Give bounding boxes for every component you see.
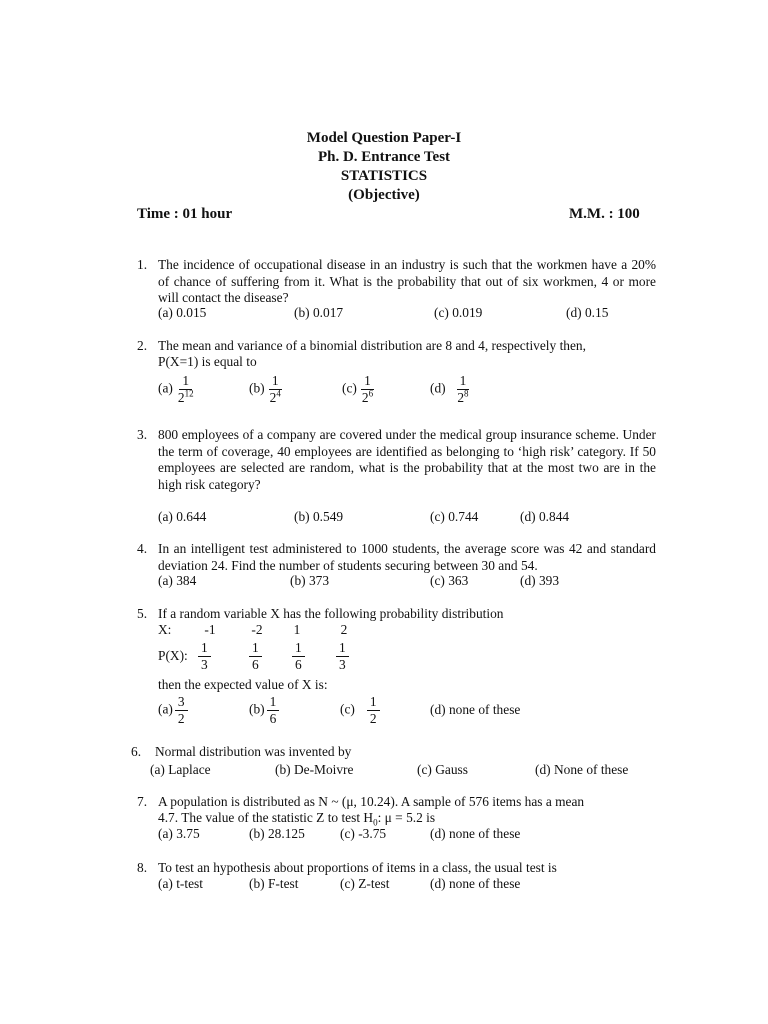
- q4-option-d: (d) 393: [520, 573, 560, 588]
- question-5-line-2: then the expected value of X is:: [158, 677, 328, 692]
- question-4-text: In an intelligent test administered to 1000 students, the average score was 42 and standard deviation 24. Find the number of students securing between 30 and 54.: [158, 541, 656, 573]
- denominator: [359, 390, 376, 406]
- base: 2: [269, 390, 277, 405]
- numerator: 1: [457, 373, 470, 390]
- q8-option-a: (a) t-test: [158, 876, 203, 891]
- q2-option-a: [158, 373, 197, 406]
- q4-option-c: (c) 363: [430, 573, 469, 588]
- q5-option-b: [249, 694, 279, 727]
- question-7-line-2: [158, 810, 435, 827]
- denominator: 2: [177, 711, 185, 726]
- q8-option-b: (b) F-test: [249, 876, 299, 891]
- px-row-label: P(X):: [158, 648, 188, 663]
- fraction: [359, 373, 376, 406]
- option-label: (c): [342, 380, 357, 396]
- question-2-line-1: The mean and variance of a binomial distribution are 8 and 4, respectively then,: [158, 338, 586, 353]
- q3-option-d: (d) 0.844: [520, 509, 570, 524]
- denominator: [267, 390, 284, 406]
- q4-option-b: (b) 373: [290, 573, 330, 588]
- denominator: [175, 390, 197, 406]
- question-number: 1.: [137, 257, 148, 272]
- numerator: 1: [249, 640, 262, 657]
- base: 2: [177, 390, 185, 405]
- q3-option-b: (b) 0.549: [294, 509, 344, 524]
- numerator: 1: [361, 373, 374, 390]
- q6-option-d: (d) None of these: [535, 762, 629, 777]
- q6-option-c: (c) Gauss: [417, 762, 468, 777]
- question-6-text: Normal distribution was invented by: [155, 744, 352, 759]
- q5-option-c: [340, 694, 380, 727]
- question-number: 8.: [137, 860, 148, 875]
- paper-subtitle: Ph. D. Entrance Test: [317, 149, 451, 165]
- option-label: (b): [249, 380, 265, 396]
- fraction: [454, 373, 471, 406]
- denominator: 2: [369, 711, 377, 726]
- time-allowed: Time : 01 hour: [137, 206, 233, 222]
- numerator: 1: [269, 373, 282, 390]
- fraction: [175, 373, 197, 406]
- question-3-text: 800 employees of a company are covered under the medical group insurance scheme. Under the term of coverage, 40 employees are identified as belonging to ‘high risk’ category. If 50 employees are selected are random, what is the probability that at the most two are in the high risk category?: [158, 427, 656, 492]
- question-number: 4.: [137, 541, 148, 556]
- exponent: 6: [368, 388, 374, 399]
- x-value: -2: [251, 622, 263, 637]
- maximum-marks: M.M. : 100: [569, 206, 640, 222]
- question-5-line-1: If a random variable X has the following probability distribution: [158, 606, 504, 621]
- fraction: [292, 640, 305, 673]
- numerator: 1: [367, 694, 380, 711]
- question-number: 7.: [137, 794, 148, 809]
- denominator: 6: [269, 711, 277, 726]
- q7-option-b: (b) 28.125: [249, 826, 305, 841]
- option-label: (c): [340, 701, 355, 717]
- q1-option-d: (d) 0.15: [566, 305, 609, 320]
- line-text: 4.7. The value of the statistic Z to test H: [158, 810, 374, 825]
- q2-option-c: [342, 373, 376, 406]
- exponent: 8: [464, 388, 469, 399]
- numerator: 1: [267, 694, 280, 711]
- denominator: 6: [252, 657, 259, 672]
- px-value: [249, 640, 262, 673]
- numerator: 3: [175, 694, 188, 711]
- fraction: [267, 694, 280, 727]
- option-label: (d): [430, 380, 446, 396]
- fraction: [336, 640, 349, 673]
- fraction: [267, 373, 284, 406]
- q3-option-a: (a) 0.644: [158, 509, 207, 524]
- q6-option-a: (a) Laplace: [150, 762, 211, 777]
- question-number: 6.: [131, 744, 142, 759]
- denominator: [454, 390, 471, 406]
- option-label: (b): [249, 701, 265, 717]
- px-value: [292, 640, 305, 673]
- question-number: 2.: [137, 338, 148, 353]
- q8-option-c: (c) Z-test: [340, 876, 390, 891]
- q2-option-b: [249, 373, 284, 406]
- fraction: [249, 640, 262, 673]
- q1-option-a: (a) 0.015: [158, 305, 207, 320]
- numerator: 1: [198, 640, 211, 657]
- px-value: [198, 640, 211, 673]
- px-value: [336, 640, 349, 673]
- x-row-label: X:: [158, 622, 172, 637]
- paper-title: Model Question Paper-I: [306, 130, 462, 146]
- question-1-text: The incidence of occupational disease in an industry is such that the workmen have a 20% of chance of suffering from it. What is the probability that out of six workmen, 4 or more will contact the disease?: [158, 257, 656, 305]
- x-value: 2: [340, 622, 348, 637]
- base: 2: [457, 390, 465, 405]
- q1-option-c: (c) 0.019: [434, 305, 483, 320]
- q4-option-a: (a) 384: [158, 573, 197, 588]
- q3-option-c: (c) 0.744: [430, 509, 479, 524]
- exponent: 4: [276, 388, 281, 399]
- q5-option-d: (d) none of these: [430, 702, 521, 717]
- paper-subject: STATISTICS: [340, 168, 428, 184]
- question-number: 5.: [137, 606, 148, 621]
- q7-option-c: (c) -3.75: [340, 826, 387, 841]
- subscript: 0: [373, 817, 378, 828]
- denominator: 6: [295, 657, 302, 672]
- x-value: 1: [293, 622, 301, 637]
- exponent: 12: [184, 388, 194, 399]
- q5-option-a: [158, 694, 188, 727]
- numerator: 1: [336, 640, 349, 657]
- question-7-line-1: A population is distributed as N ~ (μ, 10.24). A sample of 576 items has a mean: [158, 794, 585, 809]
- denominator: 3: [339, 657, 346, 672]
- q7-option-a: (a) 3.75: [158, 826, 200, 841]
- numerator: 1: [292, 640, 305, 657]
- numerator: 1: [179, 373, 192, 390]
- denominator: 3: [201, 657, 208, 672]
- fraction: [367, 694, 380, 727]
- option-label: (a): [158, 701, 173, 717]
- fraction: [175, 694, 188, 727]
- base: 2: [361, 390, 369, 405]
- question-2-line-2: P(X=1) is equal to: [158, 354, 257, 369]
- x-value: -1: [204, 622, 216, 637]
- paper-type: (Objective): [348, 187, 420, 203]
- question-number: 3.: [137, 427, 148, 442]
- line-text: : μ = 5.2 is: [377, 810, 436, 825]
- q7-option-d: (d) none of these: [430, 826, 521, 841]
- q8-option-d: (d) none of these: [430, 876, 521, 891]
- q1-option-b: (b) 0.017: [294, 305, 344, 320]
- question-8-text: To test an hypothesis about proportions of items in a class, the usual test is: [158, 860, 557, 875]
- fraction: [198, 640, 211, 673]
- q6-option-b: (b) De-Moivre: [275, 762, 354, 777]
- q2-option-d: [430, 373, 472, 406]
- option-label: (a): [158, 380, 173, 396]
